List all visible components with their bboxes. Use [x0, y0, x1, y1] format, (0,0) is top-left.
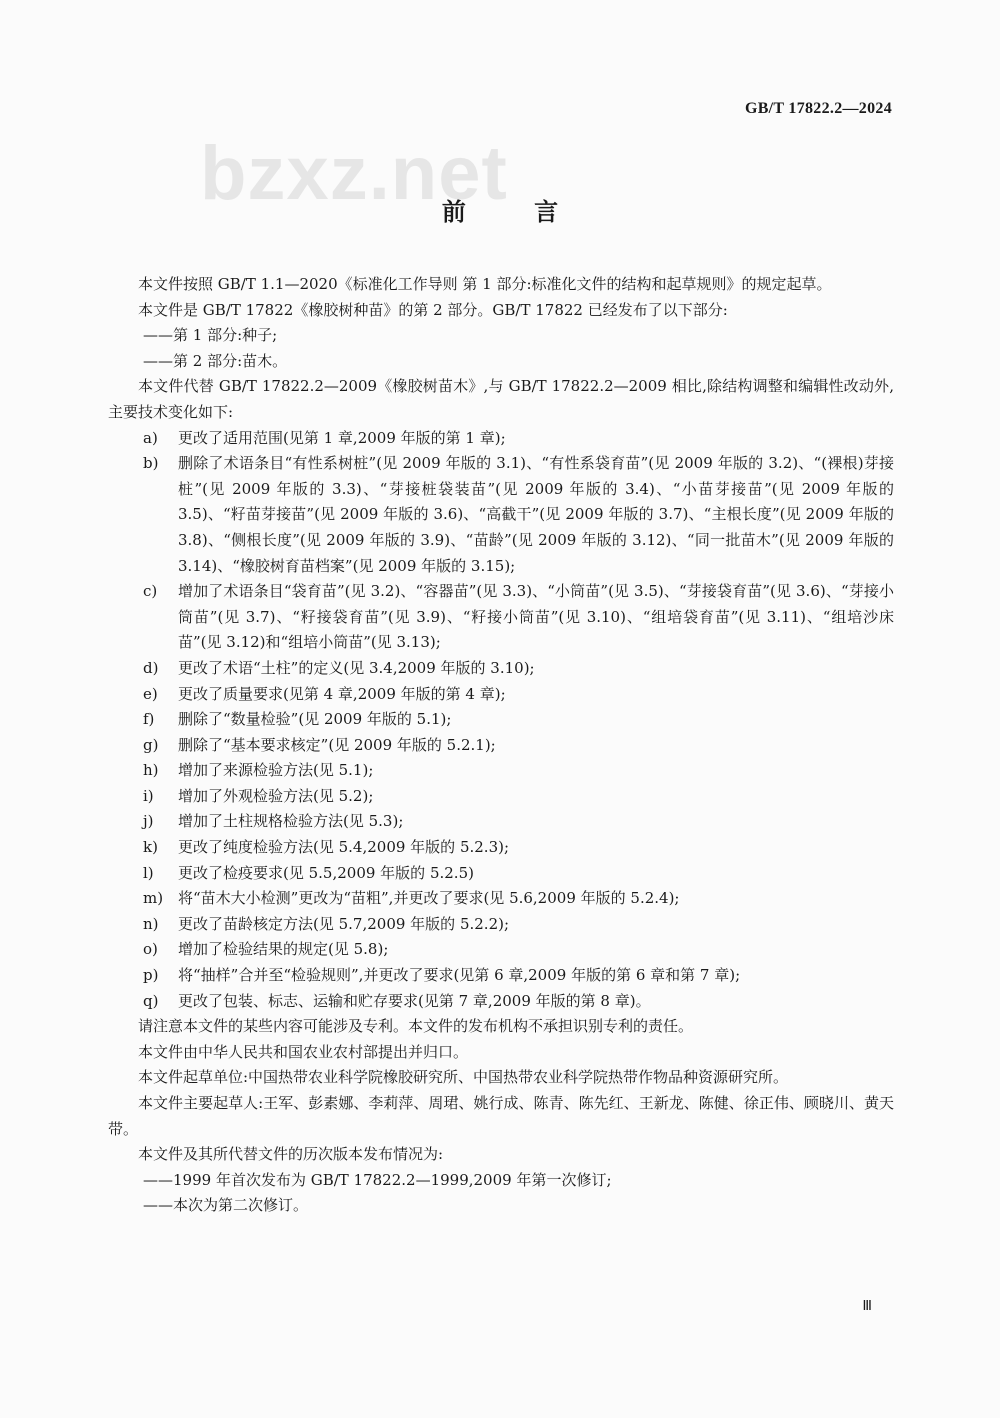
- change-item: [108, 886, 894, 912]
- change-item: [108, 937, 894, 963]
- change-text: 更改了适用范围(见第 1 章,2009 年版的第 1 章);: [178, 428, 506, 447]
- change-text: 增加了来源检验方法(见 5.1);: [178, 761, 374, 780]
- change-label: a): [143, 428, 158, 447]
- part-list-item: ——第 1 部分:种子;: [143, 326, 278, 345]
- paragraph-drafting-rule: 本文件按照 GB/T 1.1—2020《标准化工作导则 第 1 部分:标准化文件的结构和起草规则》的规定起草。: [138, 275, 832, 293]
- change-item: [108, 989, 894, 1015]
- change-item: [108, 682, 894, 708]
- history-item: ——本次为第二次修订。: [143, 1196, 309, 1215]
- history-item: ——1999 年首次发布为 GB/T 17822.2—1999,2009 年第一次修订;: [143, 1170, 612, 1189]
- paragraph-drafters: 本文件主要起草人:王军、彭素娜、李莉萍、周珺、姚行成、陈青、陈先红、王新龙、陈健、徐正伟、顾晓川、黄天带。: [108, 1094, 894, 1138]
- paragraph-history-intro: 本文件及其所代替文件的历次版本发布情况为:: [138, 1145, 444, 1164]
- change-text: 增加了检验结果的规定(见 5.8);: [178, 940, 389, 959]
- paragraph-drafting-units: 本文件起草单位:中国热带农业科学院橡胶研究所、中国热带农业科学院热带作物品种资源研究所。: [138, 1068, 789, 1087]
- changes-list: [108, 426, 894, 1015]
- change-text: 增加了外观检验方法(见 5.2);: [178, 786, 374, 805]
- change-text: 更改了检疫要求(见 5.5,2009 年版的 5.2.5): [178, 863, 474, 882]
- paragraph-proposer: 本文件由中华人民共和国农业农村部提出并归口。: [138, 1042, 469, 1061]
- change-label: l): [143, 863, 154, 882]
- change-label: n): [143, 914, 159, 933]
- change-text: 更改了苗龄核定方法(见 5.7,2009 年版的 5.2.2);: [178, 914, 510, 933]
- change-text: 增加了术语条目“袋育苗”(见 3.2)、“容器苗”(见 3.3)、“小筒苗”(见 3.5)、“芽接袋育苗”(见 3.6)、“芽接小筒苗”(见 3.7)、“籽接袋育苗”(见 3.9)、“籽接小筒苗”(见 3.10)、“组培袋育苗”(见 3.11)、“组培沙床苗”(见 3.12)和“组培小筒苗”(见 3.13);: [178, 582, 894, 652]
- change-label: i): [143, 786, 154, 805]
- change-label: o): [143, 940, 158, 959]
- change-text: 更改了包装、标志、运输和贮存要求(见第 7 章,2009 年版的第 8 章)。: [178, 991, 651, 1010]
- change-text: 更改了术语“土柱”的定义(见 3.4,2009 年版的 3.10);: [178, 658, 535, 677]
- change-label: k): [143, 838, 158, 857]
- change-item: [108, 758, 894, 784]
- change-text: 将“抽样”合并至“检验规则”,并更改了要求(见第 6 章,2009 年版的第 6 章和第 7 章);: [178, 966, 741, 985]
- change-label: d): [143, 658, 159, 677]
- part-list-item: ——第 2 部分:苗木。: [143, 351, 288, 370]
- change-label: m): [143, 889, 164, 908]
- change-item: [108, 963, 894, 989]
- change-label: g): [143, 735, 159, 754]
- watermark: bzxz.net: [200, 131, 508, 216]
- change-item: [108, 861, 894, 887]
- page-title: 前 言: [441, 198, 589, 226]
- change-label: c): [143, 582, 158, 601]
- paragraph-patent-notice: 请注意本文件的某些内容可能涉及专利。本文件的发布机构不承担识别专利的责任。: [138, 1017, 694, 1036]
- change-text: 更改了质量要求(见第 4 章,2009 年版的第 4 章);: [178, 684, 506, 703]
- change-item: [108, 451, 894, 579]
- change-text: 将“苗木大小检测”更改为“苗粗”,并更改了要求(见 5.6,2009 年版的 5.2.4);: [178, 889, 680, 908]
- change-item: [108, 656, 894, 682]
- change-label: p): [143, 966, 159, 985]
- change-item: [108, 835, 894, 861]
- change-label: e): [143, 684, 158, 703]
- change-label: h): [143, 761, 159, 780]
- change-text: 删除了“基本要求核定”(见 2009 年版的 5.2.1);: [178, 735, 496, 754]
- standard-code: GB/T 17822.2—2024: [744, 100, 892, 117]
- change-item: [108, 912, 894, 938]
- change-label: f): [143, 710, 155, 729]
- paragraph-series-intro: 本文件是 GB/T 17822《橡胶树种苗》的第 2 部分。GB/T 17822 已经发布了以下部分:: [138, 300, 728, 319]
- change-item: [108, 784, 894, 810]
- page-number: Ⅲ: [862, 1299, 872, 1314]
- change-item: [108, 579, 894, 656]
- change-item: [108, 809, 894, 835]
- change-text: 删除了“数量检验”(见 2009 年版的 5.1);: [178, 710, 452, 729]
- change-label: j): [143, 812, 154, 831]
- change-text: 增加了土柱规格检验方法(见 5.3);: [178, 812, 404, 831]
- change-text: 更改了纯度检验方法(见 5.4,2009 年版的 5.2.3);: [178, 838, 510, 857]
- change-text: 删除了术语条目“有性系树桩”(见 2009 年版的 3.1)、“有性系袋育苗”(见 2009 年版的 3.2)、“(裸根)芽接桩”(见 2009 年版的 3.3)、“芽接桩袋装苗”(见 2009 年版的 3.4)、“小苗芽接苗”(见 2009 年版的 3.5)、“籽苗芽接苗”(见 2009 年版的 3.6)、“高截干”(见 2009 年版的 3.7)、“主根长度”(见 2009 年版的 3.8)、“侧根长度”(见 2009 年版的 3.9)、“苗龄”(见 2009 年版的 3.12)、“同一批苗木”(见 2009 年版的 3.14)、“橡胶树育苗档案”(见 2009 年版的 3.15);: [178, 454, 894, 575]
- change-label: q): [143, 991, 159, 1010]
- change-label: b): [143, 454, 159, 473]
- change-item: [108, 707, 894, 733]
- change-item: [108, 733, 894, 759]
- change-item: [108, 426, 894, 452]
- paragraph-replacement: 本文件代替 GB/T 17822.2—2009《橡胶树苗木》,与 GB/T 17822.2—2009 相比,除结构调整和编辑性改动外,主要技术变化如下:: [108, 377, 894, 421]
- document-body: [108, 272, 894, 1219]
